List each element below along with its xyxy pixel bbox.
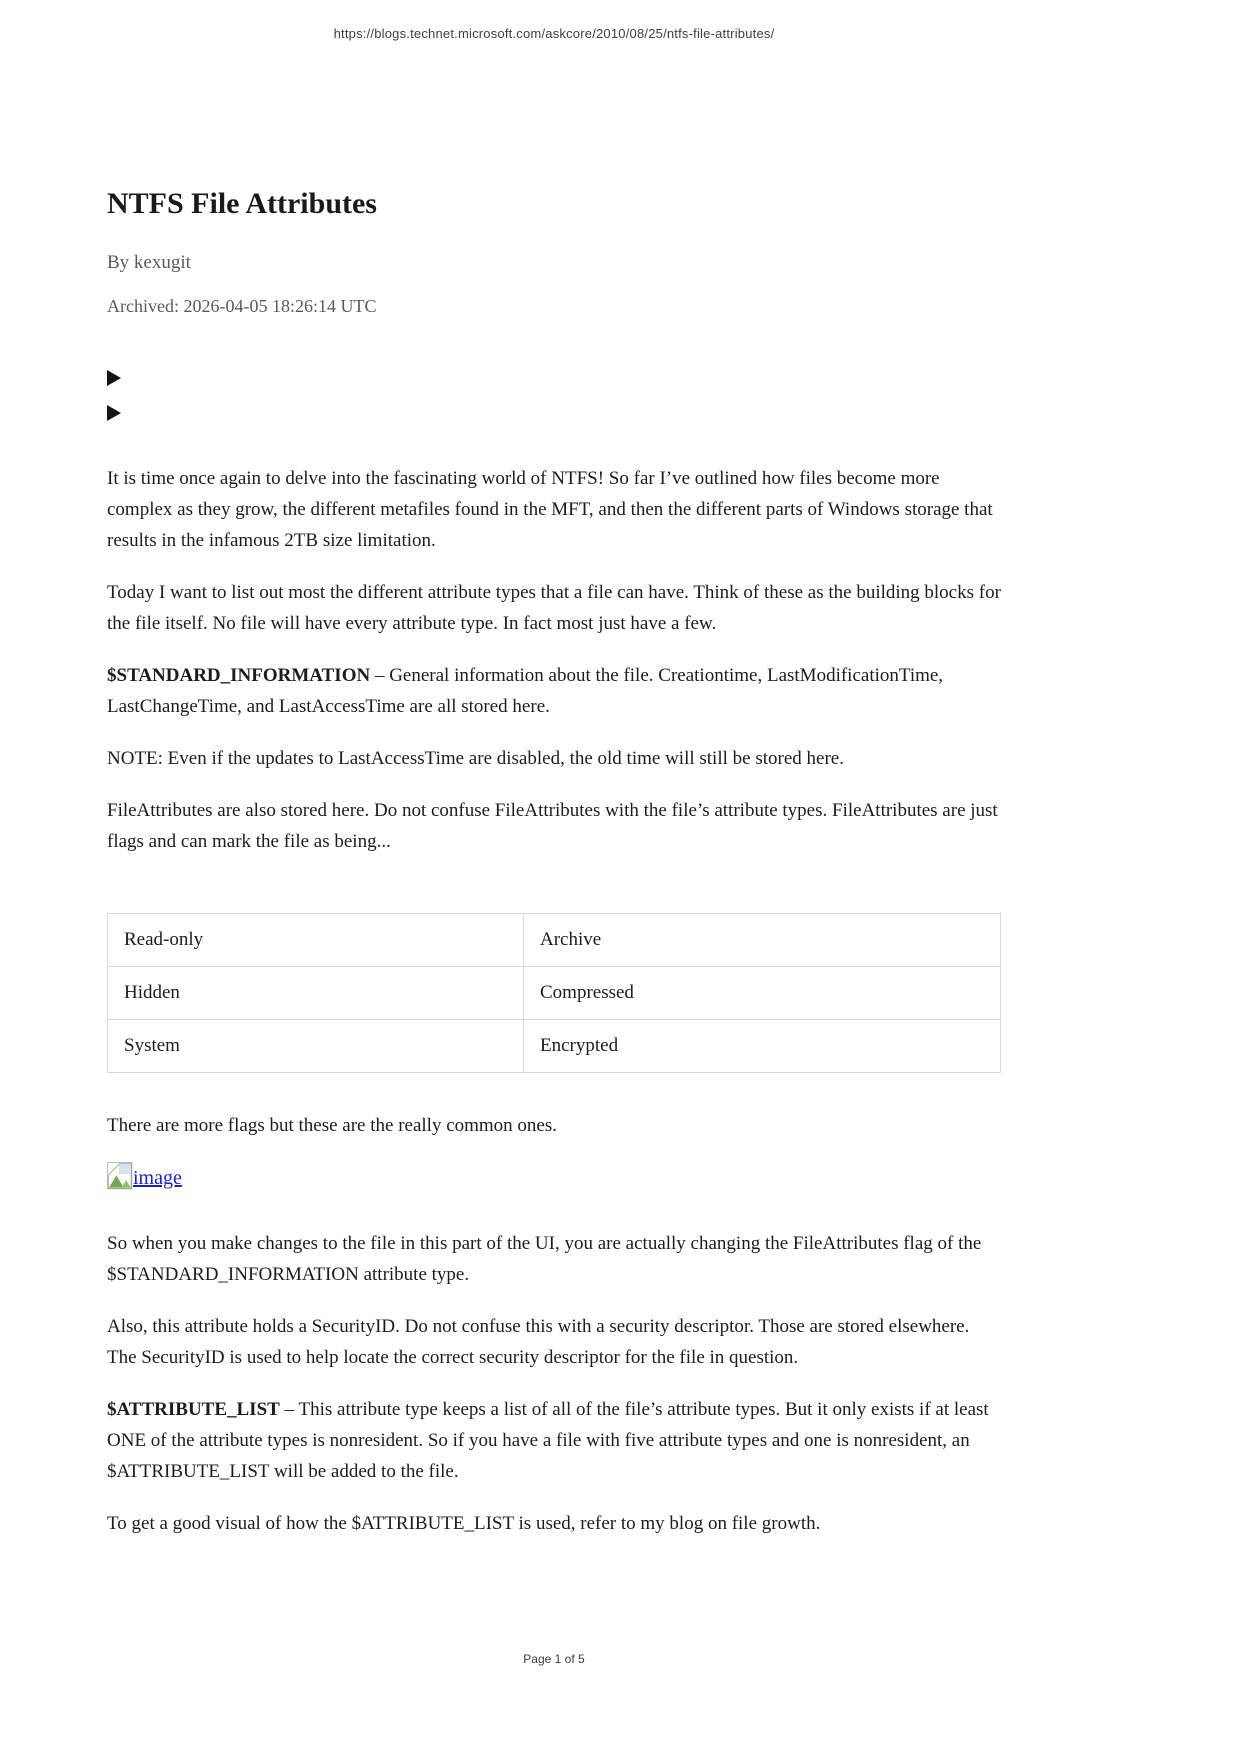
broken-image-icon [107,1162,133,1190]
attribute-list-term: $ATTRIBUTE_LIST [107,1399,280,1420]
table-cell: Archive [524,914,1001,967]
triangle-right-icon [107,405,121,421]
table-cell: Read-only [108,914,524,967]
url-header: https://blogs.technet.microsoft.com/askcore/2010/08/25/ntfs-file-attributes/ [333,26,775,41]
image-placeholder-row [107,1162,1001,1190]
attribute-list-text: – This attribute type keeps a list of all of the file’s attribute types. But it only exists if at least ONE of the attribute types is nonresident. So if you have a file with five attribute types and one is nonresident, an $ATTRIBUTE_LIST will be added to the file. [107,1399,989,1482]
page-footer: Page 1 of 5 [523,1652,585,1666]
disclosure-toggle-1[interactable] [107,370,1001,386]
standard-information-term: $STANDARD_INFORMATION [107,665,371,686]
paragraph-intro: It is time once again to delve into the fascinating world of NTFS! So far I’ve outlined how files become more complex as they grow, the different metafiles found in the MFT, and then the different parts of Windows storage that results in the infamous 2TB size limitation. [107,468,993,551]
paragraph-attribute-list [107,1394,1001,1487]
table-row [108,967,1001,1020]
paragraph-standard-information [107,660,1001,722]
standard-information-text: – General information about the file. Creationtime, LastModificationTime, LastChangeTime, and LastAccessTime are all stored here. [107,665,944,717]
paragraph-note: NOTE: Even if the updates to LastAccessTime are disabled, the old time will still be stored here. [107,748,844,769]
file-attributes-table [107,913,1001,1073]
page-title: NTFS File Attributes [107,187,377,220]
paragraph-ui-changes: So when you make changes to the file in this part of the UI, you are actually changing the FileAttributes flag of the $STANDARD_INFORMATION attribute type. [107,1233,982,1285]
archived-timestamp: Archived: 2026-04-05 18:26:14 UTC [107,296,377,316]
table-cell: Encrypted [524,1020,1001,1073]
table-row [108,1020,1001,1073]
image-link[interactable]: image [133,1167,182,1189]
triangle-right-icon [107,370,121,386]
table-cell: Compressed [524,967,1001,1020]
table-cell: System [108,1020,524,1073]
paragraph-securityid: Also, this attribute holds a SecurityID. Do not confuse this with a security descriptor. Those are stored elsewhere. The SecurityID is used to help locate the correct security descriptor for the file in question. [107,1316,970,1368]
paragraph-file-growth: To get a good visual of how the $ATTRIBUTE_LIST is used, refer to my blog on file growth. [107,1513,821,1534]
article-content [107,0,1001,1539]
paragraph-fileattributes: FileAttributes are also stored here. Do not confuse FileAttributes with the file’s attribute types. FileAttributes are just flags and can mark the file as being... [107,800,998,852]
table-row [108,914,1001,967]
paragraph-attribute-types: Today I want to list out most the different attribute types that a file can have. Think of these as the building blocks for the file itself. No file will have every attribute type. In fact most just have a few. [107,582,1001,634]
table-cell: Hidden [108,967,524,1020]
byline: By kexugit [107,252,191,273]
paragraph-more-flags: There are more flags but these are the really common ones. [107,1115,558,1136]
disclosure-toggle-2[interactable] [107,405,1001,421]
